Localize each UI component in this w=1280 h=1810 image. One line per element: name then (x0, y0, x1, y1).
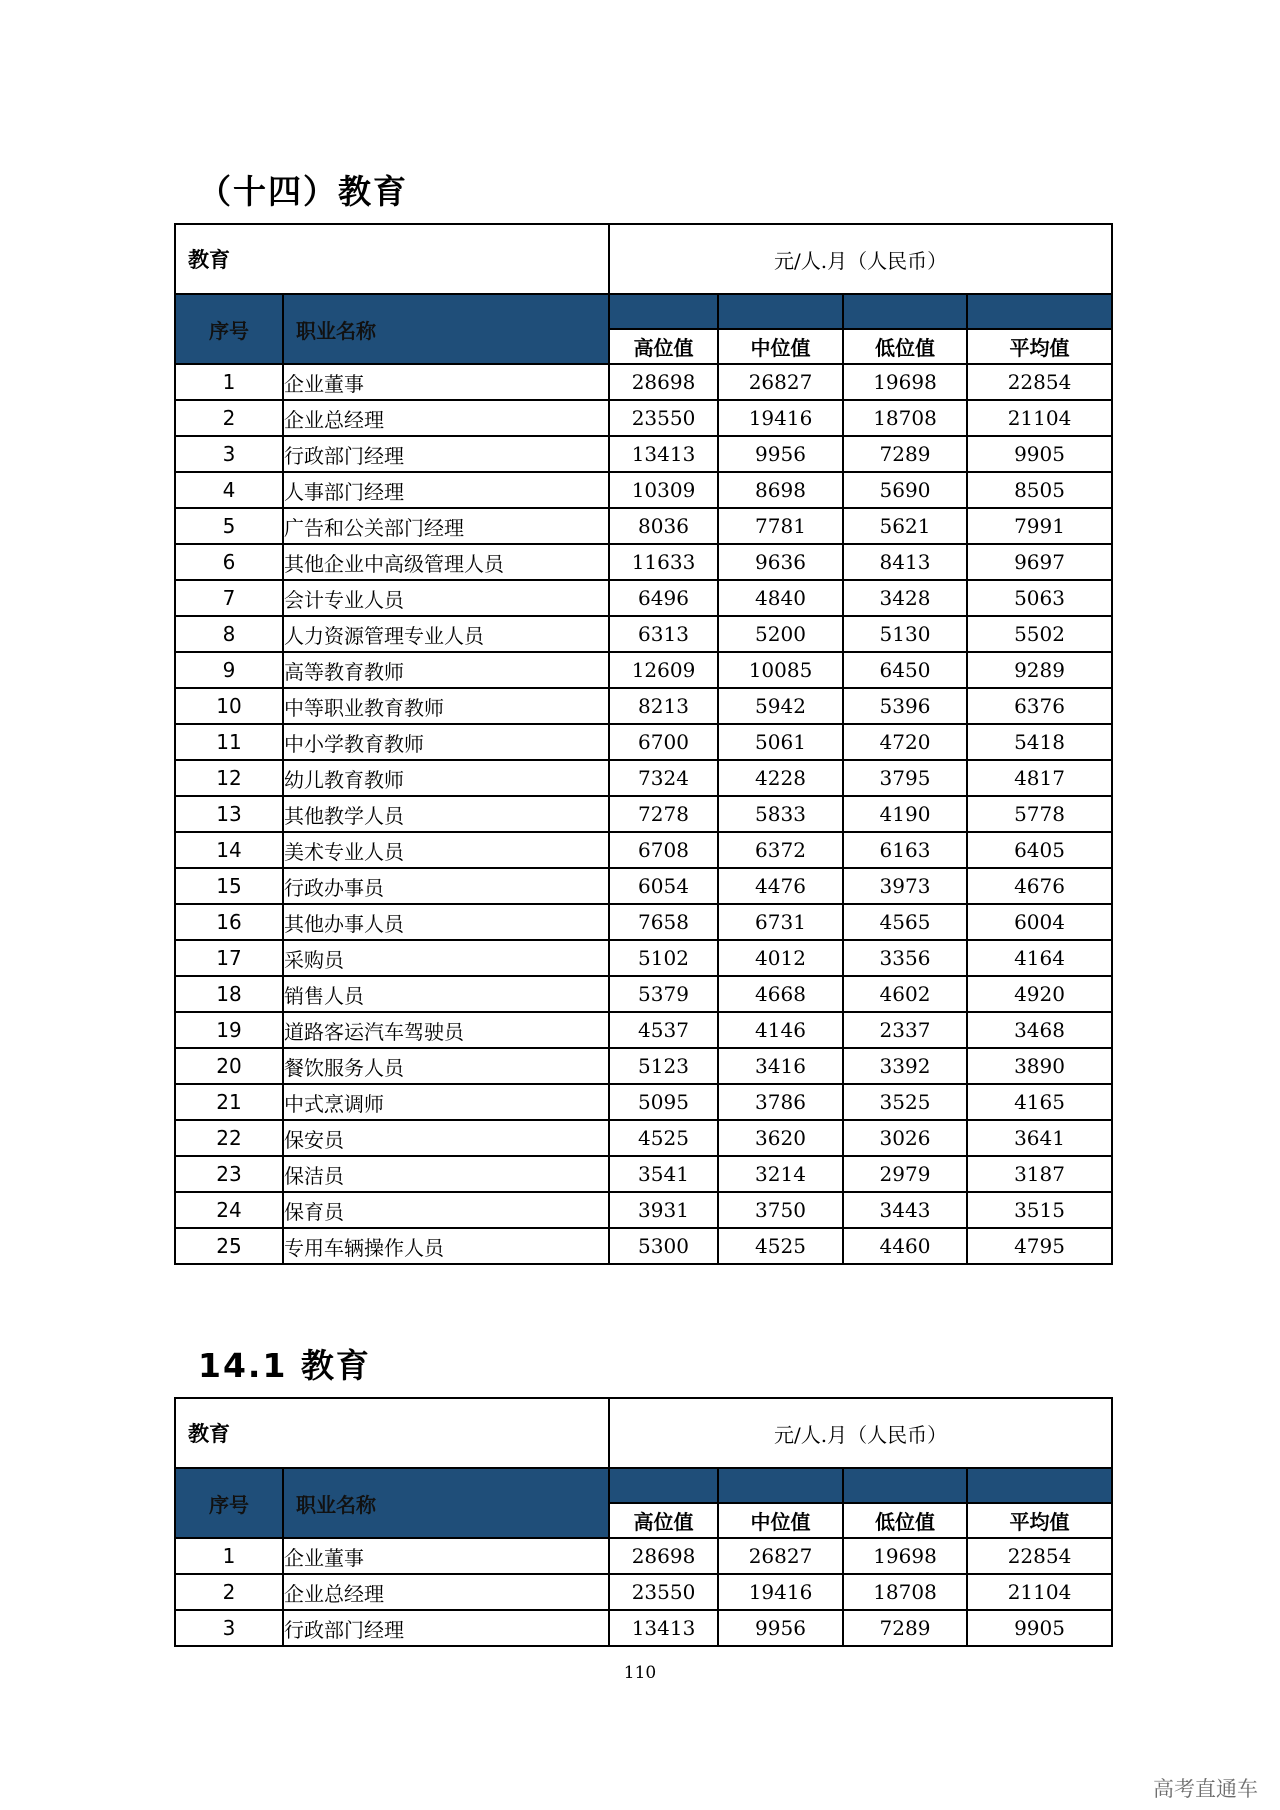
row-number: 1 (175, 1538, 283, 1574)
occupation-name: 保安员 (283, 1120, 609, 1156)
value-high: 6700 (609, 724, 718, 760)
occupation-name: 保育员 (283, 1192, 609, 1228)
value-avg: 21104 (967, 400, 1112, 436)
row-number: 1 (175, 364, 283, 400)
value-mid: 4476 (718, 868, 843, 904)
value-high: 23550 (609, 1574, 718, 1610)
row-number: 24 (175, 1192, 283, 1228)
value-mid: 5061 (718, 724, 843, 760)
row-number: 2 (175, 1574, 283, 1610)
table-row (175, 1574, 1112, 1610)
row-number: 13 (175, 796, 283, 832)
value-high: 28698 (609, 364, 718, 400)
value-low: 2337 (843, 1012, 967, 1048)
table-unit: 元/人.月（人民币） (609, 1398, 1112, 1468)
table-row (175, 760, 1112, 796)
value-low: 18708 (843, 400, 967, 436)
value-mid: 3786 (718, 1084, 843, 1120)
row-number: 2 (175, 400, 283, 436)
table-row (175, 1084, 1112, 1120)
header-avg: 平均值 (967, 1503, 1112, 1538)
section-title: 14.1 教育 (198, 1346, 371, 1385)
value-mid: 4668 (718, 976, 843, 1012)
value-high: 6054 (609, 868, 718, 904)
header-name: 职业名称 (283, 294, 609, 364)
value-mid: 5833 (718, 796, 843, 832)
occupation-name: 行政办事员 (283, 868, 609, 904)
value-low: 2979 (843, 1156, 967, 1192)
value-low: 3795 (843, 760, 967, 796)
table-row (175, 364, 1112, 400)
row-number: 4 (175, 472, 283, 508)
row-number: 12 (175, 760, 283, 796)
occupation-name: 美术专业人员 (283, 832, 609, 868)
value-high: 5102 (609, 940, 718, 976)
row-number: 25 (175, 1228, 283, 1264)
value-mid: 9956 (718, 436, 843, 472)
table-row (175, 724, 1112, 760)
value-high: 7324 (609, 760, 718, 796)
value-low: 4602 (843, 976, 967, 1012)
table-row (175, 976, 1112, 1012)
header-high: 高位值 (609, 1503, 718, 1538)
value-low: 4190 (843, 796, 967, 832)
value-low: 5621 (843, 508, 967, 544)
table-row (175, 940, 1112, 976)
value-low: 6163 (843, 832, 967, 868)
value-avg: 3187 (967, 1156, 1112, 1192)
value-avg: 8505 (967, 472, 1112, 508)
occupation-name: 道路客运汽车驾驶员 (283, 1012, 609, 1048)
wage-table (174, 223, 1113, 1265)
value-mid: 9956 (718, 1610, 843, 1646)
value-high: 3931 (609, 1192, 718, 1228)
value-low: 7289 (843, 436, 967, 472)
value-high: 8036 (609, 508, 718, 544)
occupation-name: 人力资源管理专业人员 (283, 616, 609, 652)
value-high: 7658 (609, 904, 718, 940)
occupation-name: 会计专业人员 (283, 580, 609, 616)
value-mid: 9636 (718, 544, 843, 580)
row-number: 7 (175, 580, 283, 616)
value-low: 5690 (843, 472, 967, 508)
occupation-name: 幼儿教育教师 (283, 760, 609, 796)
row-number: 23 (175, 1156, 283, 1192)
row-number: 19 (175, 1012, 283, 1048)
value-mid: 8698 (718, 472, 843, 508)
occupation-name: 采购员 (283, 940, 609, 976)
value-low: 4460 (843, 1228, 967, 1264)
value-high: 13413 (609, 1610, 718, 1646)
value-high: 28698 (609, 1538, 718, 1574)
row-number: 3 (175, 1610, 283, 1646)
header-no: 序号 (175, 1468, 283, 1538)
occupation-name: 广告和公关部门经理 (283, 508, 609, 544)
section-title: （十四）教育 (198, 172, 408, 211)
watermark: 高考直通车 (1153, 1777, 1258, 1801)
value-mid: 4840 (718, 580, 843, 616)
row-number: 8 (175, 616, 283, 652)
header-low: 低位值 (843, 1503, 967, 1538)
occupation-name: 其他办事人员 (283, 904, 609, 940)
occupation-name: 企业总经理 (283, 400, 609, 436)
value-avg: 4165 (967, 1084, 1112, 1120)
occupation-name: 保洁员 (283, 1156, 609, 1192)
value-avg: 5418 (967, 724, 1112, 760)
value-mid: 6731 (718, 904, 843, 940)
value-low: 4565 (843, 904, 967, 940)
value-high: 4537 (609, 1012, 718, 1048)
value-mid: 5200 (718, 616, 843, 652)
table-row (175, 1048, 1112, 1084)
occupation-name: 人事部门经理 (283, 472, 609, 508)
table-row (175, 832, 1112, 868)
value-mid: 7781 (718, 508, 843, 544)
value-avg: 9289 (967, 652, 1112, 688)
value-mid: 3750 (718, 1192, 843, 1228)
row-number: 17 (175, 940, 283, 976)
table-row (175, 436, 1112, 472)
value-avg: 5502 (967, 616, 1112, 652)
value-avg: 7991 (967, 508, 1112, 544)
value-low: 3428 (843, 580, 967, 616)
value-high: 10309 (609, 472, 718, 508)
value-mid: 6372 (718, 832, 843, 868)
value-low: 5396 (843, 688, 967, 724)
table-row (175, 400, 1112, 436)
value-high: 23550 (609, 400, 718, 436)
table-row (175, 616, 1112, 652)
value-high: 6708 (609, 832, 718, 868)
value-avg: 4164 (967, 940, 1112, 976)
row-number: 20 (175, 1048, 283, 1084)
table-category: 教育 (175, 1398, 609, 1468)
header-band (718, 1468, 843, 1503)
occupation-name: 行政部门经理 (283, 1610, 609, 1646)
value-high: 5095 (609, 1084, 718, 1120)
row-number: 14 (175, 832, 283, 868)
value-high: 5123 (609, 1048, 718, 1084)
row-number: 6 (175, 544, 283, 580)
value-high: 8213 (609, 688, 718, 724)
value-low: 4720 (843, 724, 967, 760)
table-row (175, 508, 1112, 544)
table-row (175, 1610, 1112, 1646)
value-low: 5130 (843, 616, 967, 652)
table-row (175, 796, 1112, 832)
occupation-name: 企业总经理 (283, 1574, 609, 1610)
value-avg: 4817 (967, 760, 1112, 796)
value-avg: 5778 (967, 796, 1112, 832)
table-row (175, 544, 1112, 580)
value-high: 13413 (609, 436, 718, 472)
row-number: 11 (175, 724, 283, 760)
value-low: 3973 (843, 868, 967, 904)
value-avg: 22854 (967, 1538, 1112, 1574)
table-row (175, 1012, 1112, 1048)
value-mid: 26827 (718, 1538, 843, 1574)
occupation-name: 高等教育教师 (283, 652, 609, 688)
row-number: 16 (175, 904, 283, 940)
occupation-name: 中小学教育教师 (283, 724, 609, 760)
value-mid: 4228 (718, 760, 843, 796)
occupation-name: 中式烹调师 (283, 1084, 609, 1120)
value-low: 19698 (843, 1538, 967, 1574)
value-avg: 4676 (967, 868, 1112, 904)
header-avg: 平均值 (967, 329, 1112, 364)
value-low: 3525 (843, 1084, 967, 1120)
value-mid: 4525 (718, 1228, 843, 1264)
table-row (175, 1228, 1112, 1264)
value-avg: 3641 (967, 1120, 1112, 1156)
value-high: 6313 (609, 616, 718, 652)
header-band (967, 294, 1112, 329)
value-avg: 9697 (967, 544, 1112, 580)
value-mid: 5942 (718, 688, 843, 724)
value-high: 5300 (609, 1228, 718, 1264)
header-mid: 中位值 (718, 1503, 843, 1538)
value-avg: 4920 (967, 976, 1112, 1012)
table-category: 教育 (175, 224, 609, 294)
value-avg: 4795 (967, 1228, 1112, 1264)
value-high: 6496 (609, 580, 718, 616)
wage-table (174, 1397, 1113, 1647)
value-avg: 9905 (967, 436, 1112, 472)
value-high: 3541 (609, 1156, 718, 1192)
row-number: 18 (175, 976, 283, 1012)
row-number: 9 (175, 652, 283, 688)
header-no: 序号 (175, 294, 283, 364)
table-unit: 元/人.月（人民币） (609, 224, 1112, 294)
header-band (843, 1468, 967, 1503)
value-high: 11633 (609, 544, 718, 580)
value-avg: 22854 (967, 364, 1112, 400)
value-low: 3392 (843, 1048, 967, 1084)
value-avg: 3468 (967, 1012, 1112, 1048)
header-mid: 中位值 (718, 329, 843, 364)
value-mid: 19416 (718, 400, 843, 436)
row-number: 10 (175, 688, 283, 724)
value-high: 5379 (609, 976, 718, 1012)
value-high: 7278 (609, 796, 718, 832)
value-avg: 6376 (967, 688, 1112, 724)
occupation-name: 销售人员 (283, 976, 609, 1012)
table-row (175, 652, 1112, 688)
header-name: 职业名称 (283, 1468, 609, 1538)
value-low: 3026 (843, 1120, 967, 1156)
page-number: 110 (623, 1663, 657, 1683)
occupation-name: 专用车辆操作人员 (283, 1228, 609, 1264)
value-avg: 6405 (967, 832, 1112, 868)
value-avg: 5063 (967, 580, 1112, 616)
table-row (175, 580, 1112, 616)
value-avg: 3890 (967, 1048, 1112, 1084)
header-band (609, 1468, 718, 1503)
value-mid: 26827 (718, 364, 843, 400)
value-avg: 21104 (967, 1574, 1112, 1610)
value-mid: 3416 (718, 1048, 843, 1084)
value-high: 4525 (609, 1120, 718, 1156)
occupation-name: 企业董事 (283, 364, 609, 400)
occupation-name: 其他教学人员 (283, 796, 609, 832)
value-low: 8413 (843, 544, 967, 580)
table-row (175, 1120, 1112, 1156)
value-avg: 3515 (967, 1192, 1112, 1228)
value-low: 7289 (843, 1610, 967, 1646)
table-row (175, 688, 1112, 724)
row-number: 22 (175, 1120, 283, 1156)
header-band (609, 294, 718, 329)
occupation-name: 行政部门经理 (283, 436, 609, 472)
value-low: 6450 (843, 652, 967, 688)
value-mid: 10085 (718, 652, 843, 688)
table-row (175, 1156, 1112, 1192)
table-row (175, 904, 1112, 940)
occupation-name: 餐饮服务人员 (283, 1048, 609, 1084)
table-row (175, 1192, 1112, 1228)
value-mid: 4012 (718, 940, 843, 976)
occupation-name: 中等职业教育教师 (283, 688, 609, 724)
value-low: 3356 (843, 940, 967, 976)
value-avg: 9905 (967, 1610, 1112, 1646)
row-number: 5 (175, 508, 283, 544)
header-band (967, 1468, 1112, 1503)
row-number: 21 (175, 1084, 283, 1120)
header-high: 高位值 (609, 329, 718, 364)
value-low: 19698 (843, 364, 967, 400)
table-row (175, 472, 1112, 508)
value-mid: 3620 (718, 1120, 843, 1156)
header-band (843, 294, 967, 329)
table-row (175, 1538, 1112, 1574)
row-number: 3 (175, 436, 283, 472)
value-high: 12609 (609, 652, 718, 688)
value-mid: 4146 (718, 1012, 843, 1048)
header-low: 低位值 (843, 329, 967, 364)
occupation-name: 其他企业中高级管理人员 (283, 544, 609, 580)
header-band (718, 294, 843, 329)
table-row (175, 868, 1112, 904)
value-low: 18708 (843, 1574, 967, 1610)
occupation-name: 企业董事 (283, 1538, 609, 1574)
value-low: 3443 (843, 1192, 967, 1228)
value-mid: 19416 (718, 1574, 843, 1610)
value-avg: 6004 (967, 904, 1112, 940)
row-number: 15 (175, 868, 283, 904)
value-mid: 3214 (718, 1156, 843, 1192)
